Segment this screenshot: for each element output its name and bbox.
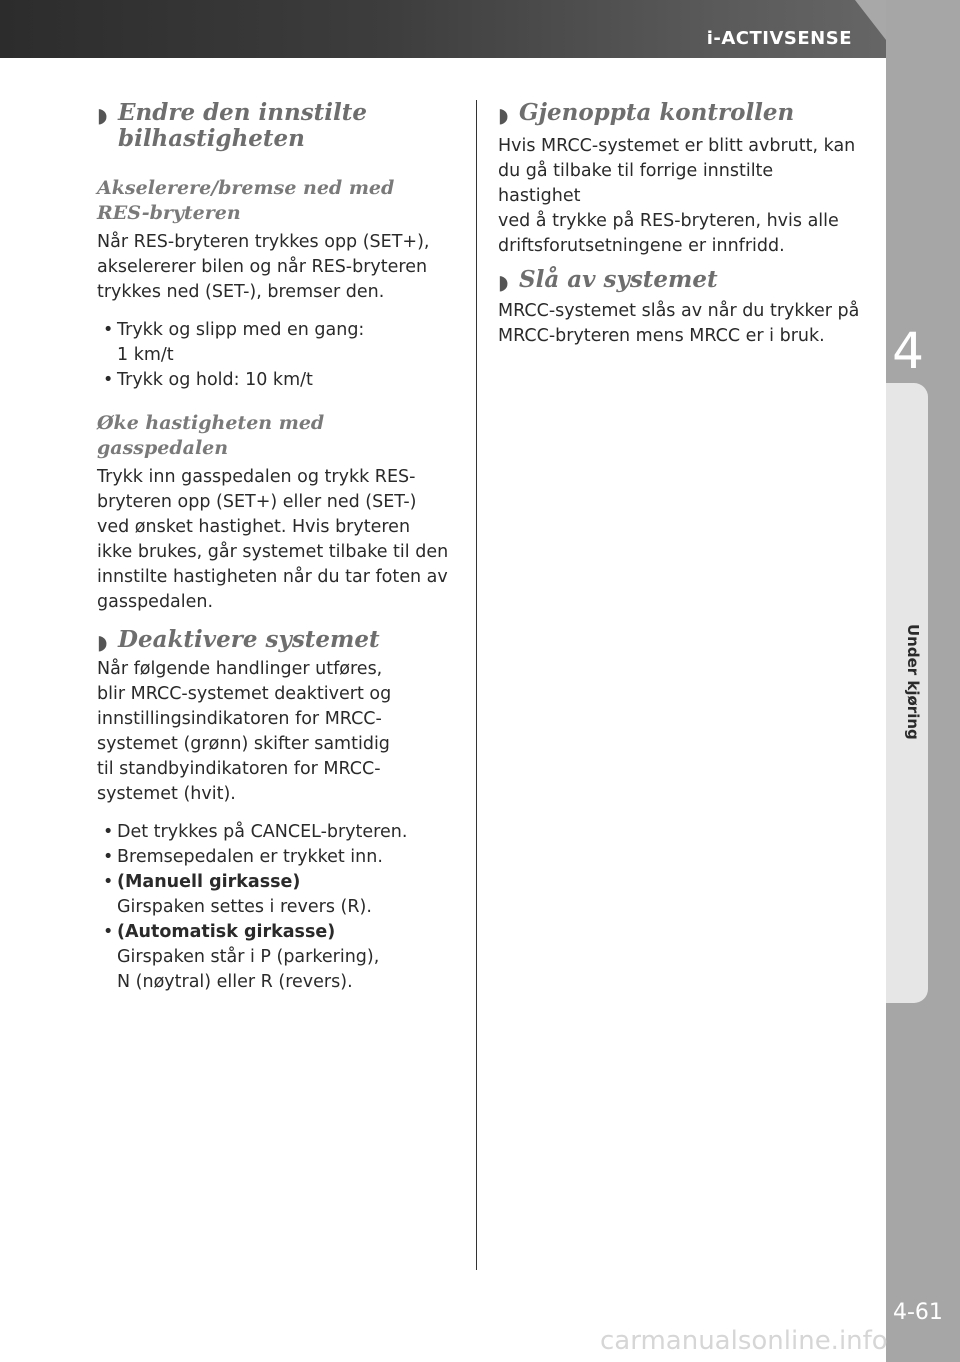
section-marker-icon: ◗ xyxy=(97,103,108,127)
list-item: • Trykk og slipp med en gang: 1 km/t xyxy=(117,318,459,368)
heading-resume: ◗ Gjenoppta kontrollen xyxy=(498,99,795,127)
header-title: i-ACTIVSENSE xyxy=(706,28,852,49)
paragraph-resume: Hvis MRCC-systemet er blitt avbrutt, kan du gå tilbake til forrige innstilte hastighet ved å trykke på RES-bryteren, hvis alle driftsforutsetningene er innfridd. xyxy=(498,136,856,256)
column-divider xyxy=(476,100,477,1270)
watermark: carmanualsonline.info xyxy=(600,1326,888,1356)
list-item: • Bremsepedalen er trykket inn. xyxy=(117,845,459,870)
paragraph-gas: Trykk inn gasspedalen og trykk RES- bryteren opp (SET+) eller ned (SET-) ved ønsket hastighet. Hvis bryteren ikke brukes, går systemet tilbake til den innstilte hastigheten når du tar foten av gasspedalen. xyxy=(97,467,449,612)
right-column xyxy=(498,100,860,349)
res-bullet-list xyxy=(97,318,459,393)
list-item: • (Automatisk girkasse) Girspaken står i P (parkering), N (nøytral) eller R (revers). xyxy=(117,920,459,995)
deactivate-bullet-list xyxy=(97,820,459,995)
paragraph-res: Når RES-bryteren trykkes opp (SET+), akselererer bilen og når RES-bryteren trykkes ned (SET-), bremser den. xyxy=(97,232,430,302)
paragraph-turn-off: MRCC-systemet slås av når du trykker på MRCC-bryteren mens MRCC er i bruk. xyxy=(498,301,860,346)
chapter-number: 4 xyxy=(892,322,924,380)
heading-turn-off: ◗ Slå av systemet xyxy=(498,266,718,294)
section-marker-icon: ◗ xyxy=(97,630,108,654)
list-item: • Det trykkes på CANCEL-bryteren. xyxy=(117,820,459,845)
paragraph-deactivate: Når følgende handlinger utføres, blir MRCC-systemet deaktivert og innstillingsindikatoren for MRCC- systemet (grønn) skifter samtidig til standbyindikatoren for MRCC- systemet (hvit). xyxy=(97,659,392,804)
page-number: 4-61 xyxy=(893,1300,943,1325)
section-label: Under kjøring xyxy=(904,624,922,740)
left-column xyxy=(97,100,459,995)
list-item: • (Manuell girkasse) Girspaken settes i revers (R). xyxy=(117,870,459,920)
section-marker-icon: ◗ xyxy=(498,103,509,127)
heading-deactivate: ◗ Deaktivere systemet xyxy=(97,626,380,654)
subheading-gas: Øke hastigheten med gasspedalen xyxy=(97,412,325,459)
heading-change-speed: ◗ Endre den innstilte bilhastigheten xyxy=(97,99,368,152)
list-item: • Trykk og hold: 10 km/t xyxy=(117,368,459,393)
subheading-res: Akselerere/bremse ned med RES-bryteren xyxy=(97,177,395,224)
section-marker-icon: ◗ xyxy=(498,270,509,294)
